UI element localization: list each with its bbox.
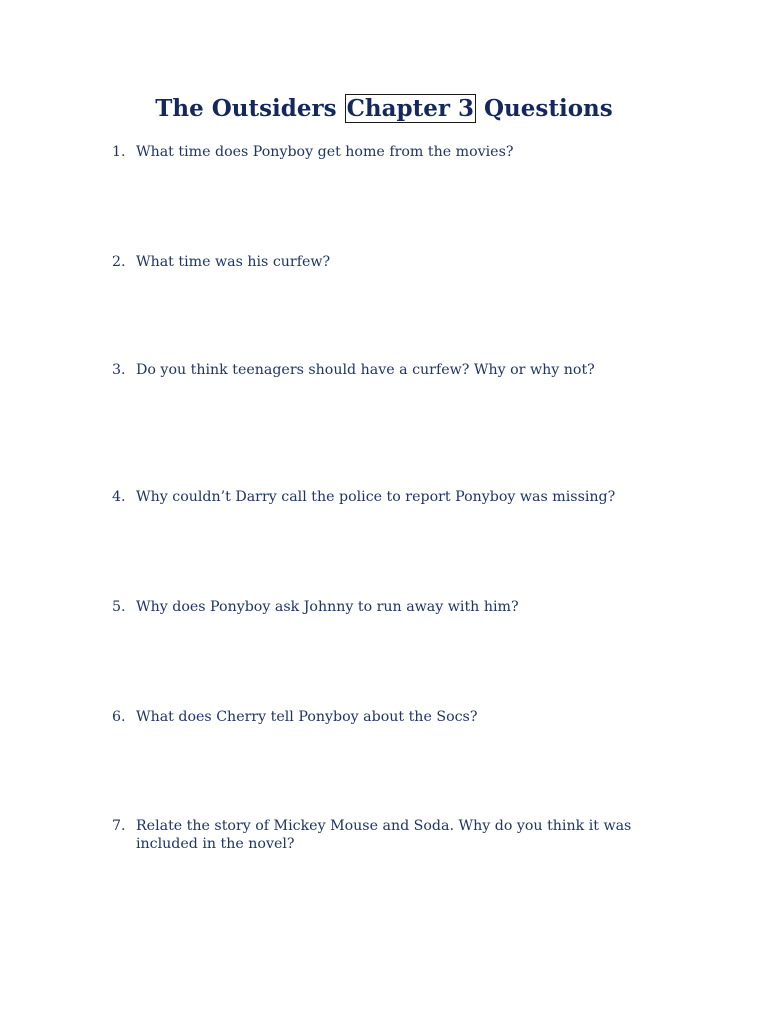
question-number: 7. (112, 818, 126, 834)
question-number: 3. (112, 362, 126, 378)
page-title (0, 92, 768, 126)
question-number: 5. (112, 599, 126, 615)
question-item (112, 143, 672, 161)
question-item (112, 488, 672, 506)
question-number: 6. (112, 709, 126, 725)
question-text: What does Cherry tell Ponyboy about the Socs? (136, 709, 478, 725)
question-text: Why does Ponyboy ask Johnny to run away with him? (136, 599, 519, 615)
question-text: Do you think teenagers should have a curfew? Why or why not? (136, 362, 595, 378)
question-number: 1. (112, 144, 126, 160)
question-item (112, 708, 672, 726)
question-text: Why couldn’t Darry call the police to report Ponyboy was missing? (136, 489, 616, 505)
title-suffix: Questions (476, 95, 613, 122)
question-item (112, 253, 672, 271)
question-number: 2. (112, 254, 126, 270)
question-item (112, 817, 672, 853)
question-item (112, 598, 672, 616)
question-text: Relate the story of Mickey Mouse and Soda. Why do you think it was included in the novel? (136, 818, 632, 852)
question-number: 4. (112, 489, 126, 505)
question-text: What time was his curfew? (136, 254, 331, 270)
title-chapter-box: Chapter 3 (346, 95, 474, 122)
question-item (112, 361, 672, 379)
title-prefix: The Outsiders (155, 95, 345, 122)
question-text: What time does Ponyboy get home from the movies? (136, 144, 514, 160)
